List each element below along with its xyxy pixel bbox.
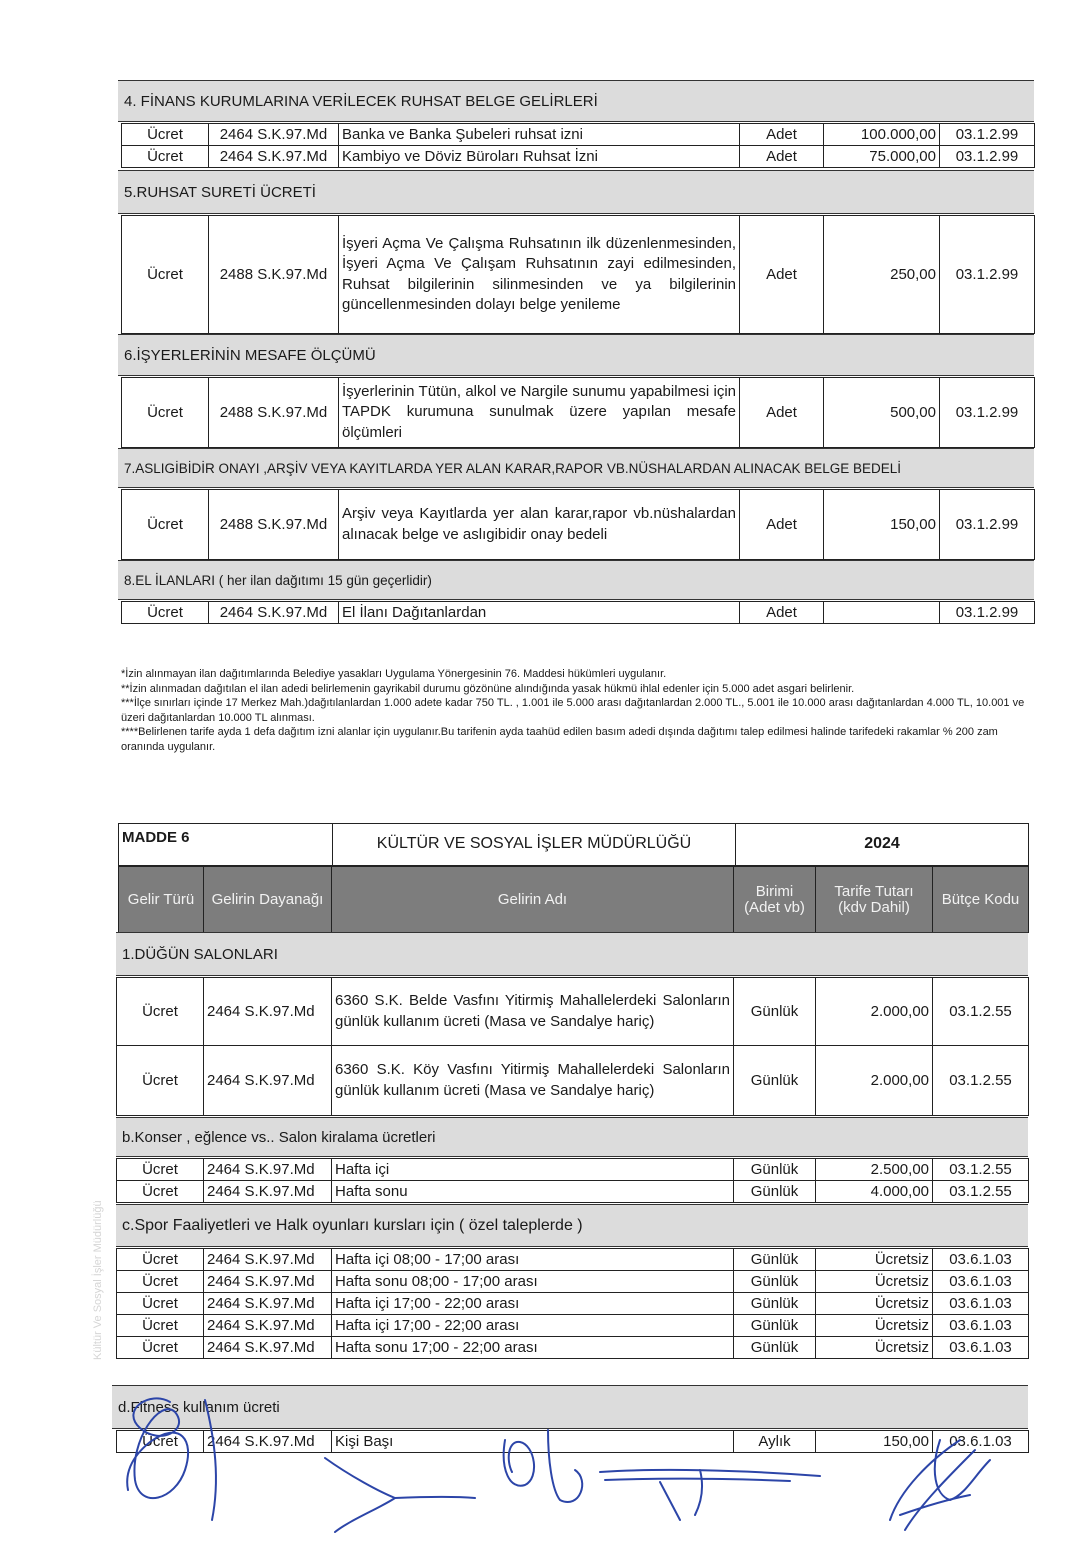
- gelir-turu-cell: Ücret: [117, 1046, 204, 1116]
- dayanak-cell: 2464 S.K.97.Md: [204, 1249, 332, 1271]
- birim-cell: Aylık: [734, 1431, 816, 1453]
- birim-cell: Adet: [740, 146, 824, 168]
- madde-label: MADDE 6: [119, 824, 333, 866]
- butce-kodu-cell: 03.1.2.55: [933, 1159, 1029, 1181]
- gelir-turu-cell: Ücret: [117, 978, 204, 1046]
- butce-kodu-cell: 03.1.2.99: [940, 146, 1035, 168]
- header-gelir-turu: Gelir Türü: [119, 867, 204, 933]
- tutar-cell: 2.500,00: [816, 1159, 933, 1181]
- dayanak-cell: 2464 S.K.97.Md: [204, 1337, 332, 1359]
- table-row: [117, 1315, 1029, 1337]
- gelir-adi-cell: Banka ve Banka Şubeleri ruhsat izni: [339, 124, 740, 146]
- dayanak-cell: 2464 S.K.97.Md: [209, 124, 339, 146]
- butce-kodu-cell: 03.1.2.99: [940, 378, 1035, 448]
- section-db-table: [116, 1158, 1029, 1203]
- table-row: [122, 216, 1035, 334]
- section-d1-table: [116, 977, 1029, 1116]
- section-4-table: [121, 123, 1035, 168]
- gelir-adi-cell: Hafta içi: [332, 1159, 734, 1181]
- table-row: [117, 1337, 1029, 1359]
- table-row: [117, 1046, 1029, 1116]
- birim-cell: Günlük: [734, 1249, 816, 1271]
- section-db-title: b.Konser , eğlence vs.. Salon kiralama ücretleri: [116, 1117, 1028, 1157]
- butce-kodu-cell: 03.6.1.03: [933, 1271, 1029, 1293]
- section-d1-title: 1.DÜĞÜN SALONLARI: [116, 932, 1028, 976]
- section-5-title: 5.RUHSAT SURETİ ÜCRETİ: [118, 170, 1034, 214]
- gelir-adi-cell: İşyerlerinin Tütün, alkol ve Nargile sunumu yapabilmesi için TAPDK kurumuna sunulmak üzere yapılan mesafe ölçümleri: [339, 378, 740, 448]
- gelir-adi-cell: Hafta sonu 17;00 - 22;00 arası: [332, 1337, 734, 1359]
- table-row: [122, 378, 1035, 448]
- table-row: [117, 1431, 1029, 1453]
- butce-kodu-cell: 03.1.2.55: [933, 1046, 1029, 1116]
- section-7-title: 7.ASLIGİBİDİR ONAYI ,ARŞİV VEYA KAYITLARDA YER ALAN KARAR,RAPOR VB.NÜSHALARDAN ALINACAK BELGE BEDELİ: [118, 448, 1034, 488]
- butce-kodu-cell: 03.1.2.99: [940, 216, 1035, 334]
- dayanak-cell: 2464 S.K.97.Md: [204, 1159, 332, 1181]
- dayanak-cell: 2464 S.K.97.Md: [204, 1431, 332, 1453]
- tutar-cell: Ücretsiz: [816, 1293, 933, 1315]
- dayanak-cell: 2464 S.K.97.Md: [204, 1315, 332, 1337]
- section-7-table: [121, 489, 1035, 560]
- department-title: KÜLTÜR VE SOSYAL İŞLER MÜDÜRLÜĞÜ: [333, 824, 736, 866]
- header-butce-kodu: Bütçe Kodu: [933, 867, 1029, 933]
- gelir-turu-cell: Ücret: [122, 602, 209, 624]
- dayanak-cell: 2488 S.K.97.Md: [209, 378, 339, 448]
- gelir-adi-cell: Hafta içi 17;00 - 22;00 arası: [332, 1315, 734, 1337]
- tutar-cell: Ücretsiz: [816, 1315, 933, 1337]
- dayanak-cell: 2488 S.K.97.Md: [209, 216, 339, 334]
- dayanak-cell: 2464 S.K.97.Md: [204, 1271, 332, 1293]
- butce-kodu-cell: 03.6.1.03: [933, 1315, 1029, 1337]
- note-3: ***İlçe sınırları içinde 17 Merkez Mah.)dağıtılanlardan 1.000 adete kadar 750 TL. , 1.001 ile 5.000 arası dağıtanlardan 2.000 TL., 5.001 ile 10.000 arası dağıtanlardan 4.000 TL, 10.001 ve üzeri dağıtanlardan 10.000 TL alınması.: [121, 697, 1025, 724]
- birim-cell: Günlük: [734, 1159, 816, 1181]
- year-cell: 2024: [736, 824, 1029, 866]
- gelir-adi-cell: 6360 S.K. Belde Vasfını Yitirmiş Mahallelerdeki Salonların günlük kullanım ücreti (Masa ve Sandalye hariç): [332, 978, 734, 1046]
- birim-cell: Günlük: [734, 1181, 816, 1203]
- section-dd-title: d.Fitness kullanım ücreti: [112, 1385, 1028, 1429]
- table-row: [122, 124, 1035, 146]
- birim-cell: Günlük: [734, 1271, 816, 1293]
- tutar-cell: Ücretsiz: [816, 1249, 933, 1271]
- dayanak-cell: 2464 S.K.97.Md: [204, 1046, 332, 1116]
- butce-kodu-cell: 03.6.1.03: [933, 1249, 1029, 1271]
- gelir-adi-cell: Hafta sonu: [332, 1181, 734, 1203]
- dayanak-cell: 2464 S.K.97.Md: [204, 1181, 332, 1203]
- header-dayanak: Gelirin Dayanağı: [204, 867, 332, 933]
- section-4-title: 4. FİNANS KURUMLARINA VERİLECEK RUHSAT BELGE GELİRLERİ: [118, 80, 1034, 122]
- madde-header-table: [118, 823, 1029, 866]
- tutar-cell: 250,00: [824, 216, 940, 334]
- birim-cell: Günlük: [734, 978, 816, 1046]
- gelir-turu-cell: Ücret: [117, 1431, 204, 1453]
- column-header-row: [119, 867, 1029, 933]
- dayanak-cell: 2488 S.K.97.Md: [209, 490, 339, 560]
- gelir-turu-cell: Ücret: [117, 1293, 204, 1315]
- birim-cell: Adet: [740, 124, 824, 146]
- note-4: ****Belirlenen tarife ayda 1 defa dağıtım izni alanlar için uygulanır.Bu tarifenin ayda taahüd edilen basım adedi dışında dağıtımı talep edilmesi halinde tarifedeki rakamlar % 200 zam oranında uygulanır.: [121, 726, 998, 753]
- tutar-cell: 2.000,00: [816, 978, 933, 1046]
- birim-cell: Adet: [740, 602, 824, 624]
- header-gelir-adi: Gelirin Adı: [332, 867, 734, 933]
- birim-cell: Günlük: [734, 1315, 816, 1337]
- gelir-turu-cell: Ücret: [117, 1271, 204, 1293]
- gelir-turu-cell: Ücret: [117, 1181, 204, 1203]
- section-6-table: [121, 377, 1035, 448]
- section-8-table: [121, 601, 1035, 624]
- signature-5: [890, 1440, 990, 1530]
- tutar-cell: Ücretsiz: [816, 1337, 933, 1359]
- butce-kodu-cell: 03.6.1.03: [933, 1337, 1029, 1359]
- gelir-adi-cell: Arşiv veya Kayıtlarda yer alan karar,rapor vb.nüshalardan alınacak belge ve aslıgibidir onay bedeli: [339, 490, 740, 560]
- table-row: [122, 490, 1035, 560]
- section-8-title: 8.EL İLANLARI ( her ilan dağıtımı 15 gün geçerlidir): [118, 560, 1034, 600]
- note-2: **İzin alınmadan dağıtılan el ilan adedi belirlemenin gayrikabil durumu gözönüne alındığında yasak hükmü ihlal edenler için 5.000 adet asgari belirlenir.: [121, 682, 855, 695]
- table-row: [122, 602, 1035, 624]
- butce-kodu-cell: 03.1.2.99: [940, 124, 1035, 146]
- signature-2-line: [395, 1497, 475, 1498]
- gelir-adi-cell: 6360 S.K. Köy Vasfını Yitirmiş Mahallelerdeki Salonların günlük kullanım ücreti (Masa ve Sandalye hariç): [332, 1046, 734, 1116]
- table-row: [122, 146, 1035, 168]
- notes-block: [121, 667, 1031, 754]
- tutar-cell: 150,00: [816, 1431, 933, 1453]
- table-row: [117, 978, 1029, 1046]
- header-birim: Birimi (Adet vb): [734, 867, 816, 933]
- gelir-adi-cell: Hafta içi 08;00 - 17;00 arası: [332, 1249, 734, 1271]
- stamp-text: Kültür Ve Sosyal İşler Müdürlüğü: [92, 1200, 104, 1360]
- gelir-adi-cell: Kambiyo ve Döviz Büroları Ruhsat İzni: [339, 146, 740, 168]
- section-6-title: 6.İŞYERLERİNİN MESAFE ÖLÇÜMÜ: [118, 334, 1034, 376]
- gelir-turu-cell: Ücret: [122, 124, 209, 146]
- table-row: [117, 1271, 1029, 1293]
- tutar-cell: [824, 602, 940, 624]
- tutar-cell: 2.000,00: [816, 1046, 933, 1116]
- dayanak-cell: 2464 S.K.97.Md: [209, 146, 339, 168]
- butce-kodu-cell: 03.1.2.99: [940, 490, 1035, 560]
- butce-kodu-cell: 03.1.2.99: [940, 602, 1035, 624]
- tutar-cell: 150,00: [824, 490, 940, 560]
- gelir-turu-cell: Ücret: [122, 378, 209, 448]
- section-5-table: [121, 215, 1035, 334]
- birim-cell: Adet: [740, 378, 824, 448]
- section-dc-title: c.Spor Faaliyetleri ve Halk oyunları kursları için ( özel taleplerde ): [116, 1204, 1028, 1247]
- dayanak-cell: 2464 S.K.97.Md: [204, 1293, 332, 1315]
- section-dc-table: [116, 1248, 1029, 1359]
- section-dd-table: [116, 1430, 1029, 1453]
- tutar-cell: Ücretsiz: [816, 1271, 933, 1293]
- butce-kodu-cell: 03.1.2.55: [933, 978, 1029, 1046]
- madde-row: [119, 824, 1029, 866]
- table-row: [117, 1249, 1029, 1271]
- table-row: [117, 1159, 1029, 1181]
- signature-4: [600, 1470, 820, 1520]
- butce-kodu-cell: 03.6.1.03: [933, 1293, 1029, 1315]
- butce-kodu-cell: 03.6.1.03: [933, 1431, 1029, 1453]
- note-1: *İzin alınmayan ilan dağıtımlarında Belediye yasakları Uygulama Yönergesinin 76. Maddesi hükümleri uygulanır.: [121, 668, 667, 680]
- birim-cell: Adet: [740, 216, 824, 334]
- birim-cell: Adet: [740, 490, 824, 560]
- birim-cell: Günlük: [734, 1293, 816, 1315]
- tutar-cell: 500,00: [824, 378, 940, 448]
- gelir-adi-cell: İşyeri Açma Ve Çalışma Ruhsatının ilk düzenlenmesinden, İşyeri Açma Ve Çalışam Ruhsatının zayi edilmesinden, Ruhsat bilgilerinin silinmesinden ve ya bilgilerinin güncellenmesinden dolayı belge yenileme: [339, 216, 740, 334]
- tutar-cell: 100.000,00: [824, 124, 940, 146]
- gelir-adi-cell: El İlanı Dağıtanlardan: [339, 602, 740, 624]
- dayanak-cell: 2464 S.K.97.Md: [204, 978, 332, 1046]
- table-row: [117, 1293, 1029, 1315]
- gelir-turu-cell: Ücret: [117, 1249, 204, 1271]
- gelir-adi-cell: Hafta içi 17;00 - 22;00 arası: [332, 1293, 734, 1315]
- tutar-cell: 75.000,00: [824, 146, 940, 168]
- gelir-adi-cell: Hafta sonu 08;00 - 17;00 arası: [332, 1271, 734, 1293]
- tutar-cell: 4.000,00: [816, 1181, 933, 1203]
- birim-cell: Günlük: [734, 1046, 816, 1116]
- dayanak-cell: 2464 S.K.97.Md: [209, 602, 339, 624]
- table-row: [117, 1181, 1029, 1203]
- gelir-turu-cell: Ücret: [117, 1337, 204, 1359]
- gelir-turu-cell: Ücret: [117, 1159, 204, 1181]
- gelir-turu-cell: Ücret: [122, 490, 209, 560]
- gelir-turu-cell: Ücret: [122, 216, 209, 334]
- birim-cell: Günlük: [734, 1337, 816, 1359]
- signature-2: [325, 1458, 395, 1532]
- butce-kodu-cell: 03.1.2.55: [933, 1181, 1029, 1203]
- gelir-turu-cell: Ücret: [122, 146, 209, 168]
- gelir-turu-cell: Ücret: [117, 1315, 204, 1337]
- gelir-adi-cell: Kişi Başı: [332, 1431, 734, 1453]
- header-tutar: Tarife Tutarı (kdv Dahil): [816, 867, 933, 933]
- column-header-table: [118, 866, 1029, 933]
